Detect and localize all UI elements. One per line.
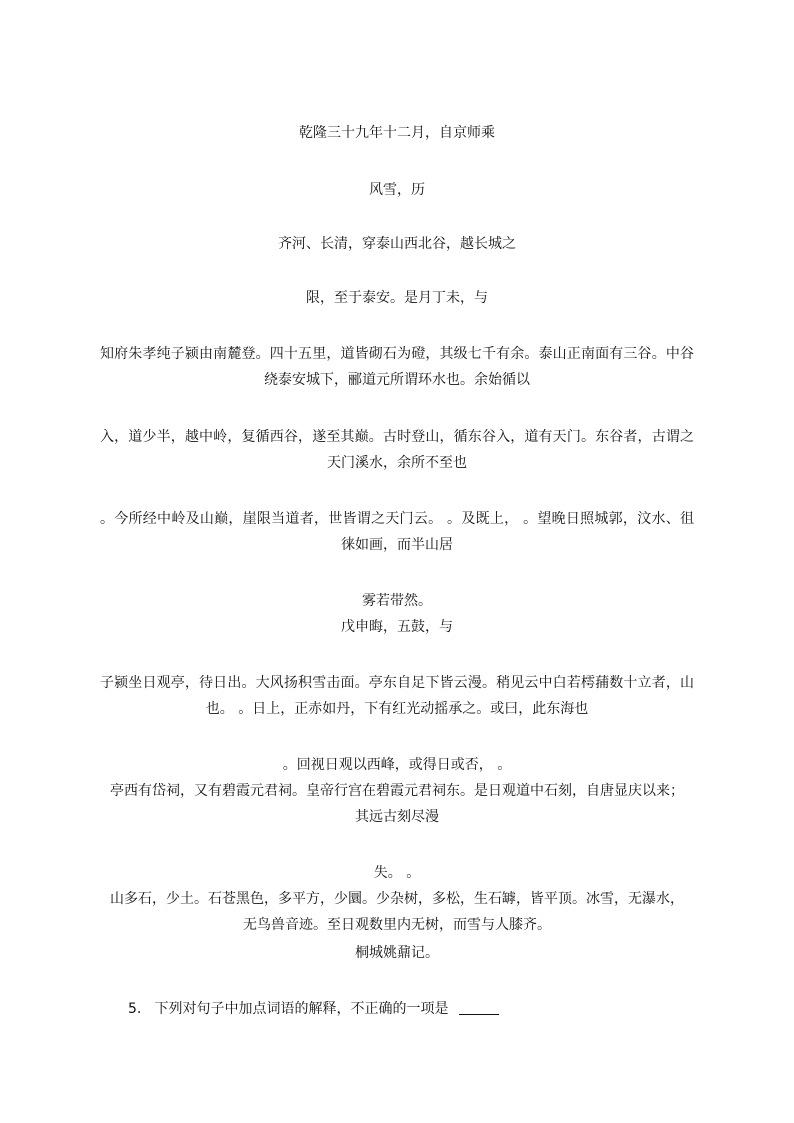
passage-line: 知府朱孝纯子颍由南麓登。四十五里，道皆砌石为磴，其级七千有余。泰山正南面有三谷。中谷 bbox=[100, 346, 694, 362]
passage-line: 无鸟兽音迹。至日观数里内无树，而雪与人膝齐。 bbox=[243, 917, 551, 933]
passage-line: 失。 。 bbox=[373, 865, 421, 881]
passage-line: 亭西有岱祠，又有碧霞元君祠。皇帝行宫在碧霞元君祠东。是日观道中石刻，自唐显庆以来； bbox=[110, 783, 684, 799]
passage-line: 其远古刻尽漫 bbox=[355, 809, 439, 825]
passage-line: 天门溪水，余所不至也 bbox=[327, 455, 467, 471]
passage-line: 徕如画，而半山居 bbox=[341, 537, 453, 553]
question-5 bbox=[128, 999, 499, 1019]
passage-line: 入，道少半，越中岭，复循西谷，遂至其巅。古时登山，循东谷入，道有天门。东谷者，古谓之 bbox=[100, 429, 694, 445]
passage-line: 齐河、长清，穿泰山西北谷，越长城之 bbox=[278, 236, 516, 252]
passage-line: 。今所经中岭及山巅，崖限当道者，世皆谓之天门云。 。及既上， 。望晚日照城郭，汶水、徂 bbox=[100, 511, 694, 527]
passage-line: 。回视日观以西峰，或得日或否， 。 bbox=[282, 757, 512, 773]
passage-line: 子颍坐日观亭，待日出。大风扬积雪击面。亭东自足下皆云漫。稍见云中白若樗蒱数十立者，山 bbox=[100, 675, 694, 691]
question-number: 5. bbox=[128, 1001, 142, 1017]
answer-blank[interactable] bbox=[459, 1000, 499, 1015]
passage-line: 限，至于泰安。是月丁未，与 bbox=[306, 290, 488, 306]
passage-line: 也。 。日上，正赤如丹，下有红光动摇承之。或曰，此东海也 bbox=[205, 701, 589, 717]
passage-line: 山多石，少土。石苍黑色，多平方，少圜。少杂树，多松，生石罅，皆平顶。冰雪，无瀑水， bbox=[110, 891, 684, 907]
passage-line: 桐城姚鼐记。 bbox=[355, 945, 439, 961]
passage-line: 雾若带然。 bbox=[362, 593, 432, 609]
question-text: 下列对句子中加点词语的解释，不正确的一项是 bbox=[154, 1001, 449, 1017]
passage-line: 戊申晦，五鼓，与 bbox=[341, 619, 453, 635]
passage-line: 乾隆三十九年十二月，自京师乘 bbox=[299, 125, 495, 141]
passage-line: 绕泰安城下，郦道元所谓环水也。余始循以 bbox=[264, 372, 530, 388]
passage-line: 风雪，历 bbox=[369, 182, 425, 198]
